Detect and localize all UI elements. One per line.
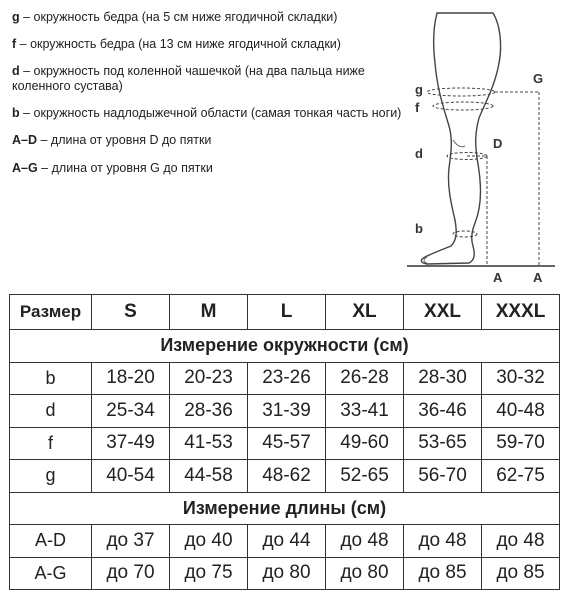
legend-item-g: g – окружность бедра (на 5 см ниже ягодичной складки)	[12, 10, 338, 24]
table-cell: 40-48	[482, 395, 560, 428]
table-cell: до 48	[404, 525, 482, 558]
table-cell: до 48	[326, 525, 404, 558]
section-title-circumference: Измерение окружности (см)	[10, 330, 560, 363]
header-size-m: M	[170, 295, 248, 330]
table-row	[10, 395, 560, 428]
table-cell: 41-53	[170, 427, 248, 460]
table-cell: 28-36	[170, 395, 248, 428]
table-cell: 49-60	[326, 427, 404, 460]
label-f: f	[415, 100, 420, 115]
section-row-circumference	[10, 330, 560, 363]
legend-item-b: b – окружность надлодыжечной области (самая тонкая часть ноги)	[12, 106, 402, 120]
table-cell: до 85	[404, 557, 482, 590]
table-row	[10, 557, 560, 590]
label-D: D	[493, 136, 503, 151]
row-label: b	[10, 362, 92, 395]
table-cell: до 40	[170, 525, 248, 558]
table-row	[10, 362, 560, 395]
table-cell: 44-58	[170, 460, 248, 493]
table-cell: 25-34	[92, 395, 170, 428]
table-cell: до 85	[482, 557, 560, 590]
section-title-length: Измерение длины (см)	[10, 492, 560, 525]
size-chart-table	[9, 294, 560, 590]
legend	[12, 10, 407, 189]
legend-item-a-d: A–D – длина от уровня D до пятки	[12, 133, 212, 147]
table-cell: до 44	[248, 525, 326, 558]
legend-item-f: f – окружность бедра (на 13 см ниже ягодичной складки)	[12, 37, 341, 51]
table-cell: 33-41	[326, 395, 404, 428]
table-cell: 40-54	[92, 460, 170, 493]
table-cell: до 80	[326, 557, 404, 590]
table-cell: до 70	[92, 557, 170, 590]
table-cell: 28-30	[404, 362, 482, 395]
table-cell: 37-49	[92, 427, 170, 460]
table-cell: 48-62	[248, 460, 326, 493]
row-label: g	[10, 460, 92, 493]
table-row	[10, 525, 560, 558]
section-row-length	[10, 492, 560, 525]
row-label: f	[10, 427, 92, 460]
table-cell: 20-23	[170, 362, 248, 395]
table-row	[10, 460, 560, 493]
legend-item-d: d – окружность под коленной чашечкой (на два пальца ниже коленного сустава)	[12, 64, 365, 93]
header-size-xxl: XXL	[404, 295, 482, 330]
table-cell: 36-46	[404, 395, 482, 428]
table-cell: до 48	[482, 525, 560, 558]
header-size-label: Размер	[10, 295, 92, 330]
label-A-g: A	[533, 270, 543, 285]
header-size-xl: XL	[326, 295, 404, 330]
table-cell: 62-75	[482, 460, 560, 493]
header-size-xxxl: XXXL	[482, 295, 560, 330]
table-cell: 59-70	[482, 427, 560, 460]
leg-diagram	[405, 8, 565, 288]
table-cell: 45-57	[248, 427, 326, 460]
legend-item-a-g: A–G – длина от уровня G до пятки	[12, 161, 213, 175]
header-size-s: S	[92, 295, 170, 330]
row-label: A-G	[10, 557, 92, 590]
table-cell: 52-65	[326, 460, 404, 493]
table-cell: до 80	[248, 557, 326, 590]
label-d: d	[415, 146, 423, 161]
table-header-row	[10, 295, 560, 330]
leg-outline	[421, 13, 503, 264]
leg-measurement-figure	[405, 8, 565, 288]
row-label: d	[10, 395, 92, 428]
table-cell: до 37	[92, 525, 170, 558]
label-G: G	[533, 71, 544, 86]
row-label: A-D	[10, 525, 92, 558]
table-cell: 18-20	[92, 362, 170, 395]
table-cell: 31-39	[248, 395, 326, 428]
table-cell: 23-26	[248, 362, 326, 395]
label-b: b	[415, 221, 423, 236]
table-cell: 30-32	[482, 362, 560, 395]
table-cell: 56-70	[404, 460, 482, 493]
table-cell: 26-28	[326, 362, 404, 395]
label-g: g	[415, 82, 423, 97]
table-row	[10, 427, 560, 460]
table-cell: до 75	[170, 557, 248, 590]
label-A-d: A	[493, 270, 503, 285]
table-cell: 53-65	[404, 427, 482, 460]
header-size-l: L	[248, 295, 326, 330]
